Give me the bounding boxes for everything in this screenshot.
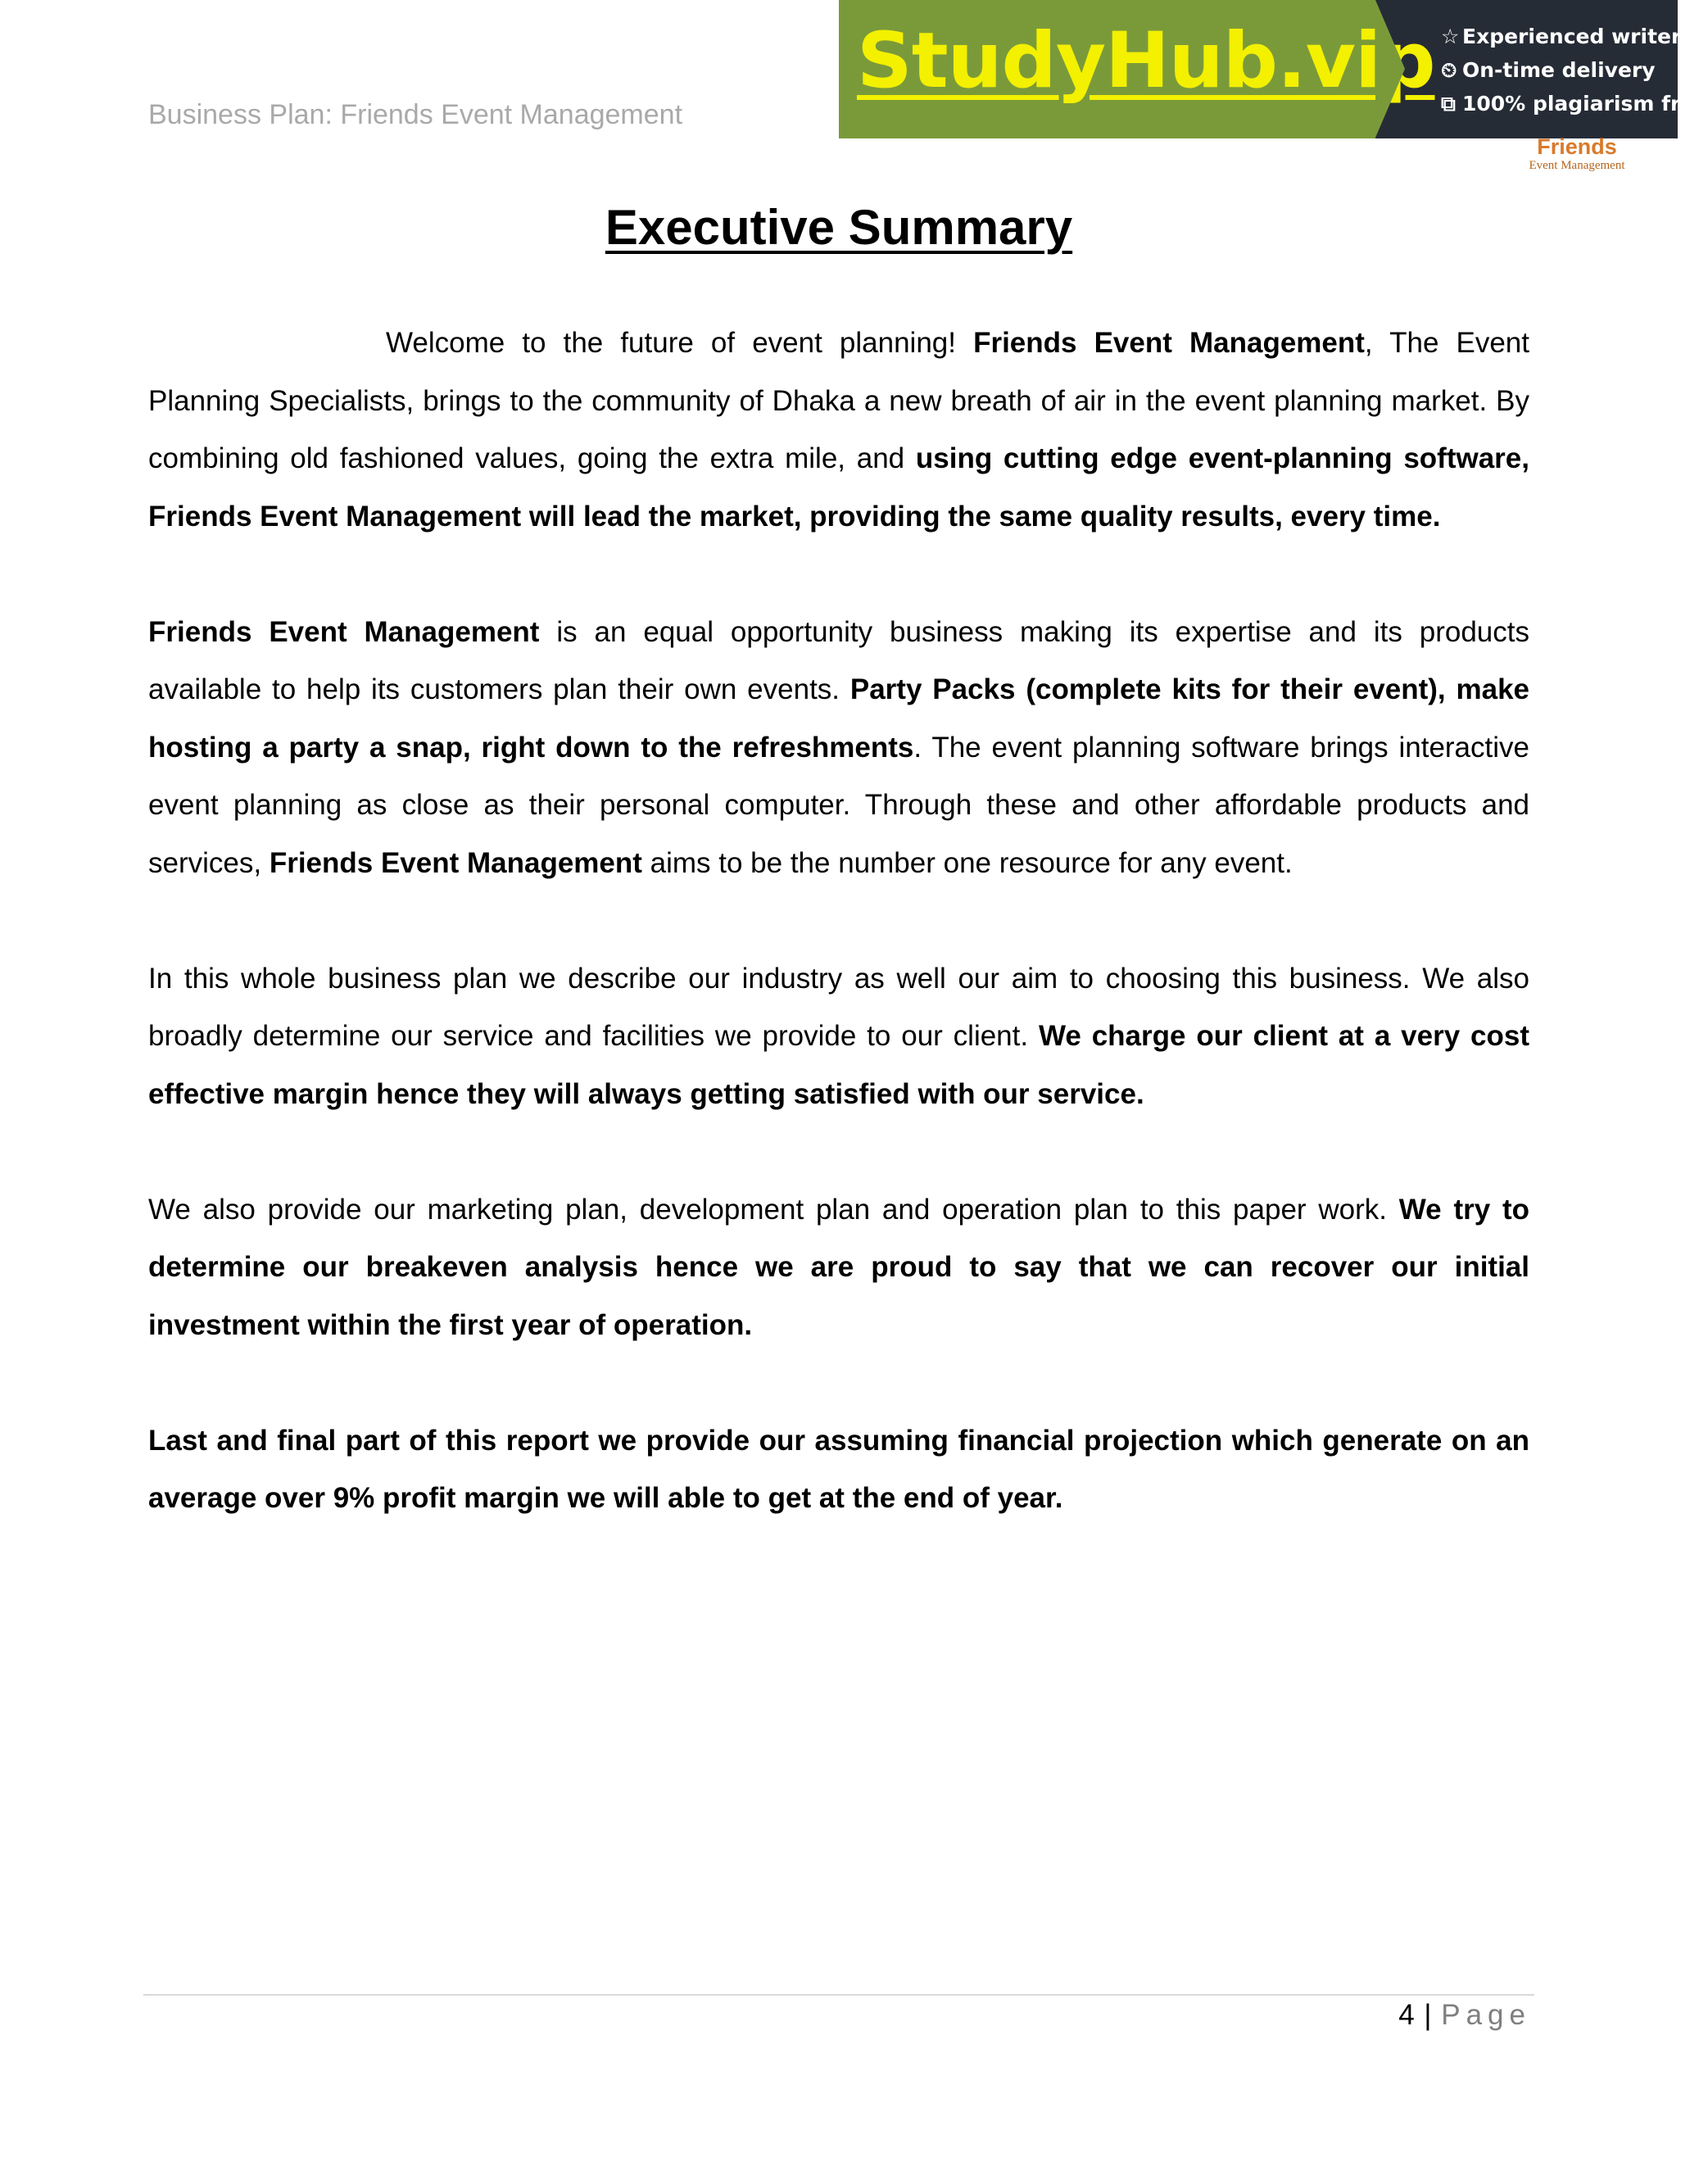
page-label: Page (1441, 1999, 1531, 2031)
ad-feature-experienced (1441, 20, 1694, 53)
logo-subtitle: Event Management (1529, 159, 1625, 172)
document-body (148, 315, 1529, 1585)
ad-feature-label: 100% plagiarism free (1462, 92, 1708, 116)
text-run: aims to be the number one resource for any event. (641, 846, 1293, 879)
running-header: Business Plan: Friends Event Management (148, 99, 683, 130)
bold-text-run: Friends Event Management (269, 846, 642, 879)
bold-text-run: Friends Event Management (973, 327, 1365, 359)
text-run: We also provide our marketing plan, development plan and operation plan to this paper work. (148, 1193, 1399, 1226)
footer-divider (143, 1994, 1534, 1996)
bold-text-run: We charge our client at a very cost effective margin hence they will always getting satisfied with our service. (148, 1020, 1529, 1110)
paragraph-intro (148, 315, 1529, 546)
bold-text-run: We try to determine our breakeven analysis hence we are proud to say that we can recover our initial investment within the first year of operation. (148, 1193, 1530, 1341)
paragraph-plan-overview (148, 950, 1529, 1124)
ad-brand-panel[interactable] (839, 0, 1435, 138)
page-number-value: 4 (1398, 1999, 1416, 2031)
page-title: Executive Summary (605, 200, 1073, 255)
page-number-separator: | (1424, 1999, 1433, 2031)
logo-name: Friends (1537, 134, 1617, 159)
ad-feature-label: On-time delivery (1462, 58, 1656, 82)
ad-feature-delivery (1441, 53, 1678, 87)
company-logo (1507, 136, 1647, 173)
text-run: In this whole business plan we describe our industry as well our aim to choosing this business. We also broadly determine our service and facilities we provide to our client. (148, 962, 1529, 1052)
copy-icon: ⧉ (1441, 92, 1456, 116)
paragraph-financial (148, 1412, 1529, 1528)
ad-feature-plagiarism (1441, 87, 1708, 120)
ad-brand-name[interactable]: StudyHub.vip (857, 16, 1435, 106)
ad-banner[interactable] (839, 0, 1708, 138)
bold-text-run: using cutting edge event-planning software, Friends Event Management will lead the market, providing the same quality results, every time. (148, 442, 1529, 533)
ad-feature-label: Experienced writers (1462, 25, 1694, 48)
page-number (1398, 1999, 1531, 2032)
star-icon: ☆ (1441, 25, 1460, 48)
bold-text-run: Friends Event Management (148, 615, 540, 648)
text-run: . The event planning software brings interactive event planning as close as their personal computer. Through these and other affordable products and services, (148, 731, 1529, 879)
text-run: , The Event Planning Specialists, brings to the community of Dhaka a new breath of air in the event planning market. By combining old fashioned values, going the extra mile, and (148, 327, 1529, 474)
paragraph-business (148, 604, 1529, 893)
text-run: is an equal opportunity business making its expertise and its products available to help its customers plan their own events. (148, 615, 1529, 705)
clock-icon: ⏲ (1441, 58, 1457, 82)
bold-text-run: Last and final part of this report we provide our assuming financial projection which generate on an average over 9% profit margin we will able to get at the end of year. (148, 1424, 1529, 1514)
bold-text-run: Party Packs (complete kits for their event), make hosting a party a snap, right down to the refreshments (148, 673, 1529, 764)
paragraph-plans (148, 1181, 1529, 1355)
text-run: Welcome to the future of event planning! (386, 327, 974, 359)
